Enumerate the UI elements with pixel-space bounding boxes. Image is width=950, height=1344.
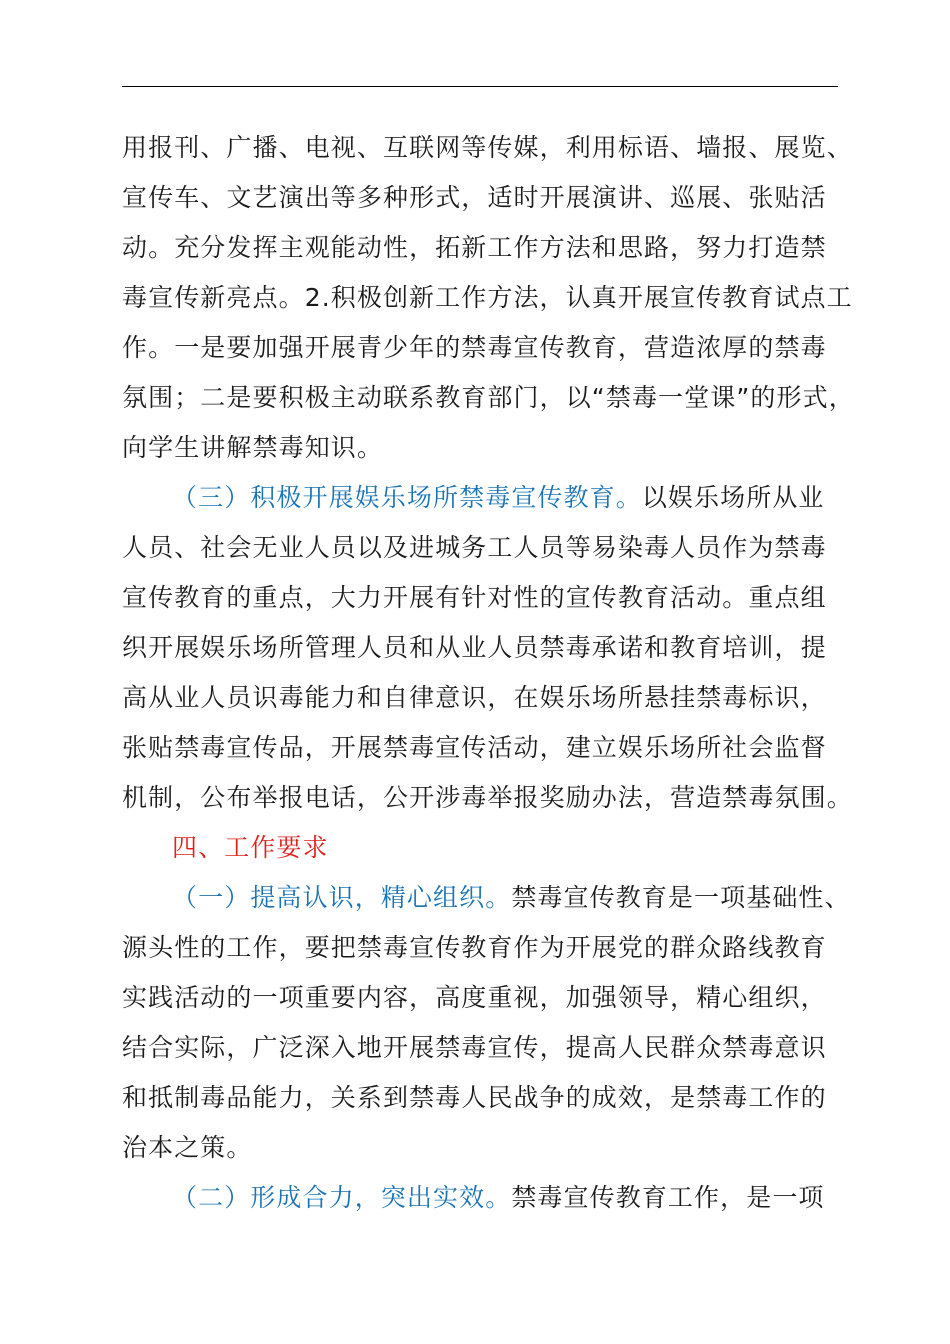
text-line: 禁毒宣传教育是一项基础性、 xyxy=(511,883,851,912)
paragraph-raise-awareness xyxy=(122,873,862,1173)
text-line: 织开展娱乐场所管理人员和从业人员禁毒承诺和教育培训，提 xyxy=(122,633,827,662)
text-line: 机制，公布举报电话，公开涉毒举报奖励办法，营造禁毒氛围。 xyxy=(122,783,853,812)
text-line: 结合实际，广泛深入地开展禁毒宣传，提高人民群众禁毒意识 xyxy=(122,1033,827,1062)
text-line: 实践活动的一项重要内容，高度重视，加强领导，精心组织， xyxy=(122,983,827,1012)
text-line: 毒宣传新亮点。2.积极创新工作方法，认真开展宣传教育试点工 xyxy=(122,283,853,312)
text-line: 治本之策。 xyxy=(122,1133,253,1162)
text-line: 禁毒宣传教育工作，是一项 xyxy=(511,1183,825,1212)
paragraph-form-synergy xyxy=(122,1173,862,1223)
subheading-raise-awareness: （一）提高认识，精心组织。 xyxy=(172,883,512,912)
paragraph-entertainment-venues xyxy=(122,473,862,823)
text-line: 和抵制毒品能力，关系到禁毒人民战争的成效，是禁毒工作的 xyxy=(122,1083,827,1112)
paragraph-publicity-methods xyxy=(122,123,862,473)
section-heading-work-requirements: 四、工作要求 xyxy=(172,833,329,862)
text-line: 宣传车、文艺演出等多种形式，适时开展演讲、巡展、张贴活 xyxy=(122,183,827,212)
text-line: 高从业人员识毒能力和自律意识，在娱乐场所悬挂禁毒标识， xyxy=(122,683,827,712)
text-line: 用报刊、广播、电视、互联网等传媒，利用标语、墙报、展览、 xyxy=(122,133,853,162)
text-line: 向学生讲解禁毒知识。 xyxy=(122,433,384,462)
header-rule xyxy=(122,86,838,87)
subheading-entertainment-venues: （三）积极开展娱乐场所禁毒宣传教育。 xyxy=(172,483,642,512)
text-line: 氛围；二是要积极主动联系教育部门，以“禁毒一堂课”的形式， xyxy=(122,383,855,412)
text-line: 动。充分发挥主观能动性，拓新工作方法和思路，努力打造禁 xyxy=(122,233,827,262)
text-line: 以娱乐场所从业 xyxy=(641,483,825,512)
text-line: 人员、社会无业人员以及进城务工人员等易染毒人员作为禁毒 xyxy=(122,533,827,562)
text-line: 作。一是要加强开展青少年的禁毒宣传教育，营造浓厚的禁毒 xyxy=(122,333,827,362)
text-line: 宣传教育的重点，大力开展有针对性的宣传教育活动。重点组 xyxy=(122,583,827,612)
subheading-form-synergy: （二）形成合力，突出实效。 xyxy=(172,1183,512,1212)
document-body xyxy=(122,123,862,1223)
text-line: 源头性的工作，要把禁毒宣传教育作为开展党的群众路线教育 xyxy=(122,933,827,962)
text-line: 张贴禁毒宣传品，开展禁毒宣传活动，建立娱乐场所社会监督 xyxy=(122,733,827,762)
